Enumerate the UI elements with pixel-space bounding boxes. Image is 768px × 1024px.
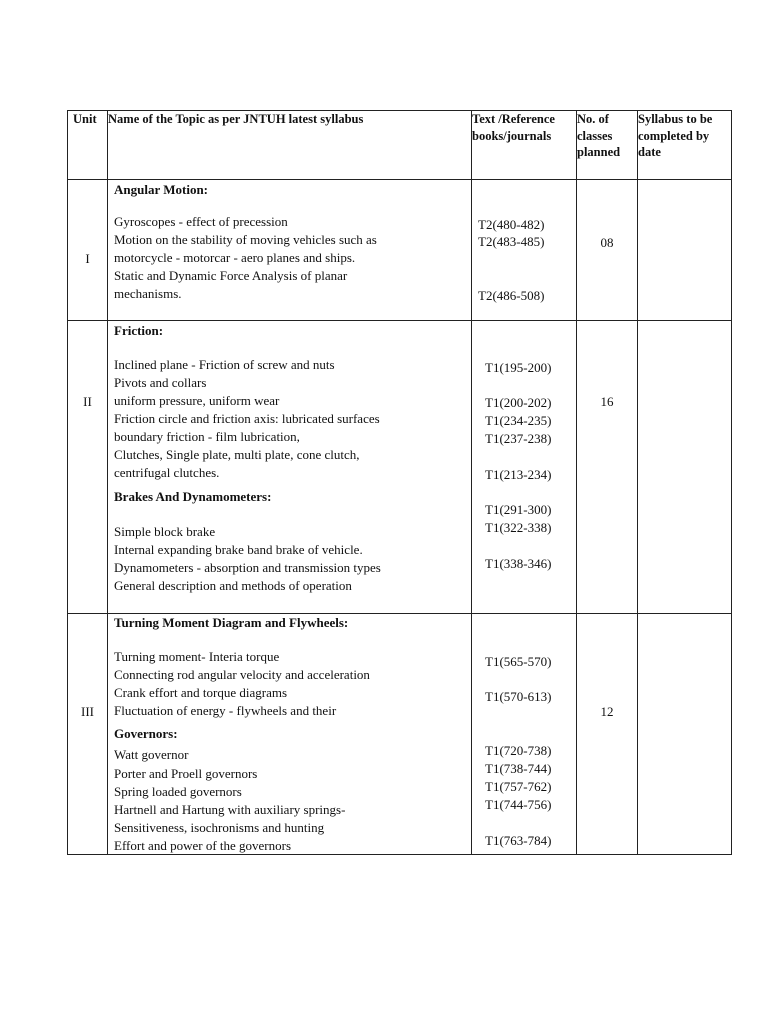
reference-cell	[472, 180, 577, 321]
topic-line: Crank effort and torque diagrams	[114, 685, 288, 700]
classes-count: 16	[600, 394, 614, 409]
reference-entry: T1(570-613)	[485, 689, 552, 704]
classes-cell	[577, 180, 638, 321]
date-cell	[638, 614, 732, 855]
header-topic: Name of the Topic as per JNTUH latest syllabus	[108, 111, 472, 180]
topic-line: Effort and power of the governors	[114, 838, 292, 853]
date-cell	[638, 180, 732, 321]
classes-cell	[577, 614, 638, 855]
header-references: Text /Reference books/journals	[472, 111, 577, 180]
unit-cell	[68, 614, 108, 855]
reference-entry: T1(291-300)	[485, 502, 552, 517]
table-row-unit-2	[68, 321, 732, 614]
reference-entry: T1(213-234)	[485, 467, 552, 482]
topic-line: Turning moment- Interia torque	[114, 649, 280, 664]
reference-entry: T1(565-570)	[485, 654, 552, 669]
topic-line: Watt governor	[114, 747, 189, 762]
topic-line: centrifugal clutches.	[114, 465, 220, 480]
topic-line: Gyroscopes - effect of precession	[114, 214, 288, 229]
date-cell	[638, 321, 732, 614]
topic-line: Porter and Proell governors	[114, 766, 258, 781]
reference-entry: T1(763-784)	[485, 833, 552, 848]
topic-cell	[108, 180, 472, 321]
topic-heading: Angular Motion:	[114, 182, 209, 197]
reference-cell	[472, 614, 577, 855]
reference-entry: T1(200-202)	[485, 395, 552, 410]
reference-entry: T1(234-235)	[485, 413, 552, 428]
topic-line: Friction circle and friction axis: lubricated surfaces	[114, 411, 380, 426]
table-row-unit-3	[68, 614, 732, 855]
reference-entry: T1(322-338)	[485, 520, 552, 535]
header-classes-planned: No. of classes planned	[577, 111, 638, 180]
topic-cell	[108, 321, 472, 614]
topic-line: Hartnell and Hartung with auxiliary springs-	[114, 802, 346, 817]
topic-cell	[108, 614, 472, 855]
unit-number: II	[83, 394, 92, 409]
topic-line: Clutches, Single plate, multi plate, cone clutch,	[114, 447, 360, 462]
reference-entry: T1(237-238)	[485, 431, 552, 446]
topic-line: Motion on the stability of moving vehicles such as	[114, 232, 377, 247]
header-unit: Unit	[68, 111, 108, 180]
topic-line: Connecting rod angular velocity and acceleration	[114, 667, 370, 682]
reference-entry: T1(720-738)	[485, 743, 552, 758]
table-row-unit-1	[68, 180, 732, 321]
unit-number: I	[85, 251, 90, 266]
reference-entry: T1(738-744)	[485, 761, 552, 776]
topic-line: General description and methods of operation	[114, 578, 352, 593]
topic-line: uniform pressure, uniform wear	[114, 393, 280, 408]
topic-heading: Friction:	[114, 323, 164, 338]
topic-line: Fluctuation of energy - flywheels and their	[114, 703, 337, 718]
topic-line: Inclined plane - Friction of screw and nuts	[114, 357, 335, 372]
unit-cell	[68, 180, 108, 321]
reference-entry: T2(486-508)	[478, 288, 545, 303]
topic-line: boundary friction - film lubrication,	[114, 429, 300, 444]
topic-heading: Brakes And Dynamometers:	[114, 489, 272, 504]
unit-cell	[68, 321, 108, 614]
header-row	[68, 111, 732, 180]
reference-entry: T2(480-482)	[478, 217, 545, 232]
topic-line: Sensitiveness, isochronisms and hunting	[114, 820, 325, 835]
topic-line: Simple block brake	[114, 524, 216, 539]
syllabus-table	[67, 110, 732, 855]
classes-count: 12	[600, 704, 614, 719]
reference-entry: T1(757-762)	[485, 779, 552, 794]
reference-entry: T2(483-485)	[478, 234, 545, 249]
classes-count: 08	[600, 235, 614, 250]
reference-cell	[472, 321, 577, 614]
reference-entry: T1(744-756)	[485, 797, 552, 812]
topic-line: Spring loaded governors	[114, 784, 242, 799]
topic-line: Internal expanding brake band brake of vehicle.	[114, 542, 363, 557]
topic-heading: Governors:	[114, 726, 178, 741]
topic-line: motorcycle - motorcar - aero planes and ships.	[114, 250, 356, 265]
topic-line: mechanisms.	[114, 286, 182, 301]
topic-line: Dynamometers - absorption and transmission types	[114, 560, 381, 575]
classes-cell	[577, 321, 638, 614]
topic-heading: Turning Moment Diagram and Flywheels:	[114, 615, 349, 630]
header-completion-date: Syllabus to be completed by date	[638, 111, 732, 180]
unit-number: III	[81, 704, 94, 719]
reference-entry: T1(338-346)	[485, 556, 552, 571]
reference-entry: T1(195-200)	[485, 360, 552, 375]
topic-line: Pivots and collars	[114, 375, 207, 390]
topic-line: Static and Dynamic Force Analysis of planar	[114, 268, 348, 283]
